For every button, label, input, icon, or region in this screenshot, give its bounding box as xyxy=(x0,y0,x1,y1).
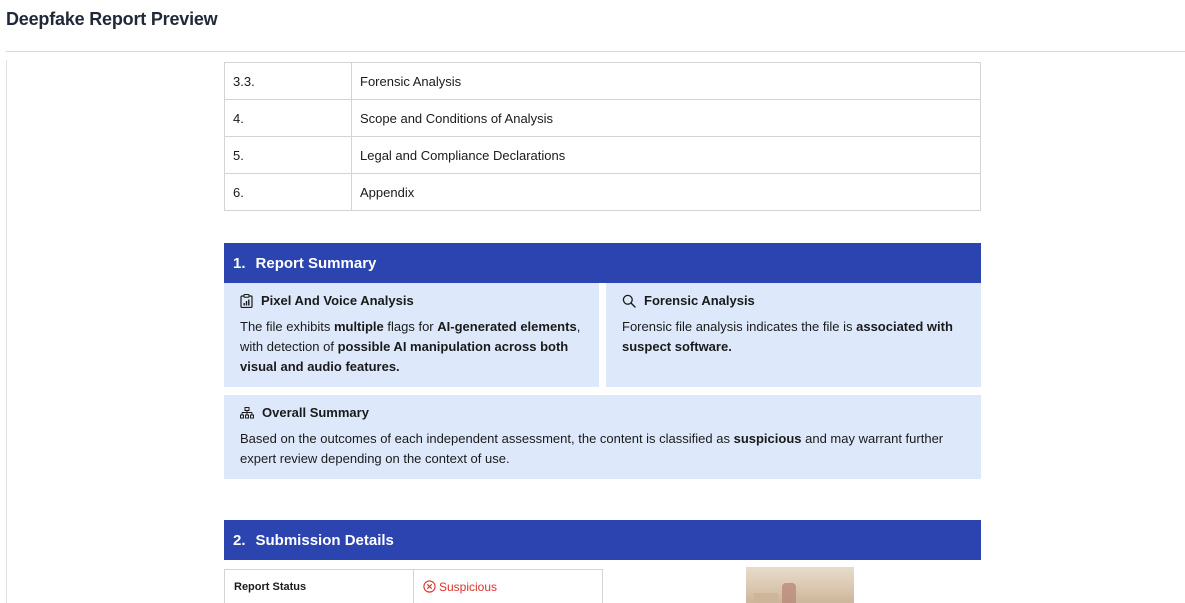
overall-text xyxy=(240,429,965,469)
report-status-cell xyxy=(414,570,603,603)
text-run: flags for xyxy=(383,319,438,334)
status-badge xyxy=(423,580,593,594)
section-number: 1. xyxy=(233,254,246,272)
text-run-bold: multiple xyxy=(333,319,384,334)
pixel-voice-card xyxy=(224,283,599,387)
toc-label: Forensic Analysis xyxy=(352,63,981,100)
text-run: The file exhibits xyxy=(240,319,334,334)
pixel-voice-title: Pixel And Voice Analysis xyxy=(261,293,414,308)
overall-title-row xyxy=(240,404,965,422)
forensic-card xyxy=(606,283,981,387)
search-icon xyxy=(622,294,636,308)
report-document xyxy=(224,62,981,603)
table-row xyxy=(225,570,603,603)
forensic-title-row xyxy=(622,292,965,310)
text-run: Forensic file analysis indicates the file is xyxy=(622,319,857,334)
overall-summary-card xyxy=(224,395,981,479)
text-run-bold: AI-generated elements xyxy=(437,319,577,334)
toc-row xyxy=(225,63,981,100)
overall-title: Overall Summary xyxy=(262,405,369,420)
media-thumbnail xyxy=(746,567,854,603)
section-header-report-summary xyxy=(224,243,981,283)
toc-row xyxy=(225,137,981,174)
text-run-bold: suspicious xyxy=(733,431,802,446)
report-status-label: Report Status xyxy=(225,570,414,603)
text-run-bold: associated with suspect software. xyxy=(622,319,953,354)
toc-label: Appendix xyxy=(352,174,981,211)
toc-label: Legal and Compliance Declarations xyxy=(352,137,981,174)
app-header xyxy=(0,0,1185,52)
table-of-contents xyxy=(224,62,981,211)
x-circle-icon xyxy=(423,580,436,593)
summary-cards-row xyxy=(224,283,981,387)
section-number: 2. xyxy=(233,531,246,549)
section-title: Submission Details xyxy=(255,531,394,549)
text-run: and may warrant further expert review depending on the context of use. xyxy=(240,431,944,466)
toc-number: 3.3. xyxy=(225,63,352,100)
app-title: Deepfake Report Preview xyxy=(6,9,218,29)
toc-label: Scope and Conditions of Analysis xyxy=(352,100,981,137)
text-run-bold: possible AI manipulation across both visual and audio features. xyxy=(240,339,569,374)
pixel-voice-title-row xyxy=(240,292,583,310)
header-divider xyxy=(6,51,1185,52)
left-divider xyxy=(6,60,7,603)
toc-row xyxy=(225,100,981,137)
pixel-voice-text xyxy=(240,317,583,377)
report-status-value: Suspicious xyxy=(439,579,498,594)
thumbnail-detail xyxy=(782,583,796,603)
section-header-submission-details xyxy=(224,520,981,560)
submission-details-table xyxy=(224,569,603,603)
text-run: Based on the outcomes of each independent assessment, the content is classified as xyxy=(240,431,734,446)
hierarchy-icon xyxy=(240,407,254,419)
toc-number: 4. xyxy=(225,100,352,137)
toc-number: 6. xyxy=(225,174,352,211)
text-run: , with detection of xyxy=(240,319,581,354)
clipboard-chart-icon xyxy=(240,294,253,308)
forensic-text xyxy=(622,317,965,357)
toc-row xyxy=(225,174,981,211)
thumbnail-detail xyxy=(754,593,778,603)
section-title: Report Summary xyxy=(255,254,377,272)
forensic-title: Forensic Analysis xyxy=(644,293,755,308)
toc-number: 5. xyxy=(225,137,352,174)
